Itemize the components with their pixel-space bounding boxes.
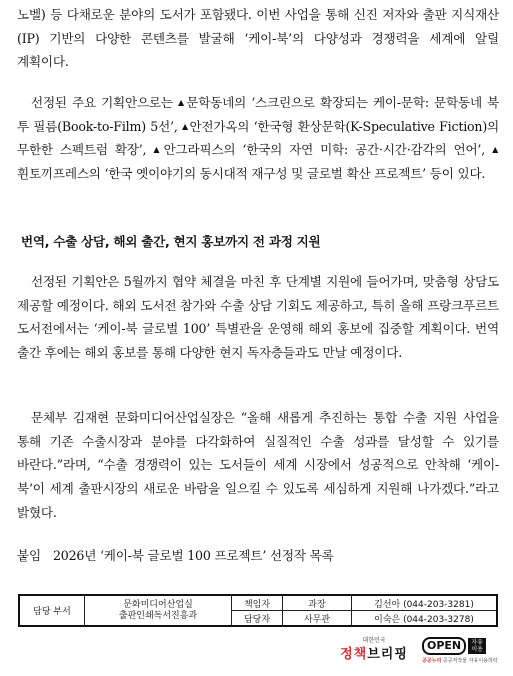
contact-table	[18, 594, 498, 627]
proposal-item: 안그라픽스의 ‘한국의 자연 미학: 공간·시간·감각의 언어’,	[163, 142, 493, 158]
caption-text: 공공저작물 자유이용허락	[442, 658, 498, 664]
logo-small-text: 대한민국	[362, 637, 386, 644]
free-use-badge: 자유 이용	[468, 638, 486, 654]
attachment-title: 2026년 ‘케이-북 글로벌 100 프로젝트’ 선정작 목록	[52, 548, 334, 563]
dept-label: 담당 부서	[19, 595, 85, 626]
paragraph-selected-proposals	[17, 91, 499, 186]
dept-name	[85, 595, 232, 626]
paragraph-official-quote: 문체부 김재현 문화미디어산업실장은 “올해 새롭게 추진하는 통합 수출 지원 사업을 통해 기존 수출시장과 분야를 다각화하여 실질적인 수출 성과를 달성할 수 있기를 바란다.”라며, “수출 경쟁력이 있는 도서들이 세계 시장에서 성공적으로 안착해 ‘케이-북’이 세계 출판시장의 새로운 바람을 일으킬 수 있도록 세심하게 지원해 나가겠다.”라고 밝혔다.	[17, 410, 499, 520]
open-license-logo	[422, 637, 500, 667]
section-heading: 번역, 수출 상담, 해외 출간, 현지 홍보까지 전 과정 지원	[21, 234, 321, 249]
title-cell: 과장	[283, 595, 352, 611]
paragraph-support-process: 선정된 기획안은 5월까지 협약 체결을 마친 후 단계별 지원에 들어가며, 맞춤형 상담도 제공할 예정이다. 해외 도서전 참가와 수출 상담 기회도 제공하고, 특히 올해 프랑크푸르트 도서전에서는 ‘케이-북 글로벌 100’ 특별관을 운영해 해외 홍보에 집중할 계획이다. 번역 출간 후에는 해외 홍보를 통해 다양한 현지 독자층들과도 만날 예정이다.	[17, 274, 499, 361]
dept-line: 출판인쇄독서진흥과	[118, 610, 198, 621]
paragraph-overview: 노벨) 등 다채로운 분야의 도서가 포함됐다. 이번 사업을 통해 신진 저자와 출판 지식재산(IP) 기반의 다양한 콘텐츠를 발굴해 ‘케이-북’의 다양성과 경쟁력을 세계에 알릴 계획이다.	[17, 7, 499, 70]
open-word: OPEN	[422, 637, 466, 655]
caption-brand: 공공누리	[422, 658, 442, 664]
logo-word-red: 정책	[340, 647, 368, 662]
dept-line: 문화미디어산업실	[123, 599, 193, 610]
person-cell: 이숙은 (044-203-3278)	[352, 611, 498, 627]
logo-wordmark	[330, 643, 418, 662]
role-cell: 담당자	[232, 611, 283, 627]
open-license-caption	[422, 657, 500, 664]
triangle-bullet-icon: ▲	[153, 145, 163, 155]
footer-logos	[330, 635, 500, 669]
triangle-bullet-icon: ▲	[492, 145, 499, 155]
policy-briefing-logo	[330, 635, 418, 662]
title-cell: 사무관	[283, 611, 352, 627]
triangle-bullet-icon: ▲	[181, 121, 189, 131]
proposal-item: 문학동네의 ‘스크린으로 확장되는 케이-문학: 문학동네 북 투 필름(Book-to-Film) 5선’,	[17, 95, 500, 134]
proposal-item: 휜토끼프레스의 ‘한국 옛이야기의 동시대적 재구성 및 글로벌 확산 프로젝트’ 등이 있다.	[17, 166, 486, 182]
logo-word-black: 브리핑	[367, 647, 408, 662]
proposals-intro: 선정된 주요 기획안으로는	[31, 95, 178, 110]
attachment-note	[17, 545, 334, 564]
triangle-bullet-icon: ▲	[178, 98, 186, 107]
role-cell: 책임자	[232, 595, 283, 611]
person-cell: 김선아 (044-203-3281)	[352, 595, 498, 611]
proposal-item: 안전가옥의 ‘한국형 환상문학(K-Speculative Fiction)의 무한한 스펙트럼 확장’,	[17, 118, 500, 158]
attachment-label: 붙임	[17, 548, 41, 563]
